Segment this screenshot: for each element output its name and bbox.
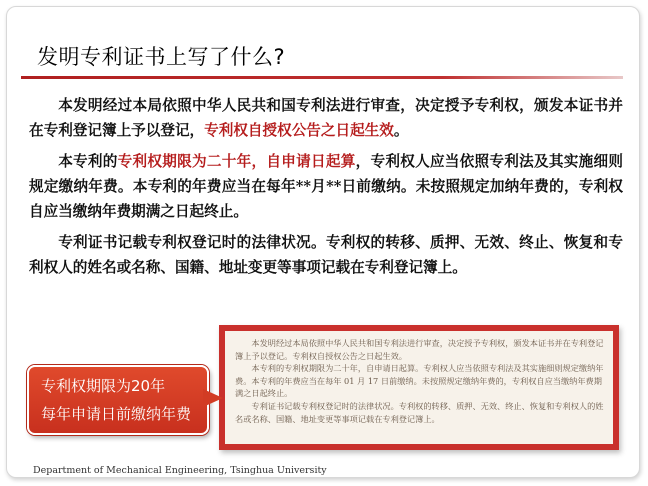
certificate-line-2: 本专利的专利权期限为二十年，自申请日起算。专利权人应当依照专利法及其实施细则规定缴纳年费。本专利的年费应当在每年 01 月 17 日前缴纳。未按照规定缴纳年费的，专利权自应当缴纳年费期满之日起终止。 <box>235 363 604 399</box>
callout-pointer <box>203 389 223 407</box>
callout-line-1: 专利权期限为20年 <box>41 377 166 395</box>
slide-title: 发明专利证书上写了什么? <box>37 45 286 69</box>
paragraph-3 <box>29 230 623 280</box>
callout-box <box>27 365 209 435</box>
slide <box>6 6 640 478</box>
footer-text: Department of Mechanical Engineering, Tsinghua University <box>33 465 327 476</box>
certificate-excerpt-image <box>219 325 619 450</box>
certificate-line-3: 专利证书记载专利权登记时的法律状况。专利权的转移、质押、无效、终止、恢复和专利权人的姓名或名称、国籍、地址变更等事项记载在专利登记簿上。 <box>235 400 604 424</box>
paragraph-3-text: 专利证书记载专利权登记时的法律状况。专利权的转移、质押、无效、终止、恢复和专利权人的姓名或名称、国籍、地址变更等事项记载在专利登记簿上。 <box>29 234 623 276</box>
certificate-text <box>235 337 605 425</box>
certificate-line-1: 本发明经过本局依照中华人民共和国专利法进行审查，决定授予专利权，颁发本证书并在专利登记簿上予以登记。专利权自授权公告之日起生效。 <box>235 338 604 361</box>
paragraph-2-lead: 本专利的 <box>58 153 118 170</box>
paragraph-2-highlight: 专利权期限为二十年，自申请日起算 <box>117 153 356 170</box>
body-text <box>29 93 623 286</box>
title-underline <box>21 76 623 79</box>
paragraph-1 <box>29 93 623 143</box>
paragraph-2 <box>29 149 623 224</box>
paragraph-2-text: ，专利权人应当依照专利法及其实施细则规定缴纳年费。本专利的年费应当在每年**月**日前缴纳。未按照规定加纳年费的，专利权自应当缴纳年费期满之日起终止。 <box>29 153 623 220</box>
paragraph-1-end: 。 <box>393 122 409 139</box>
paragraph-1-text: 本发明经过本局依照中华人民共和国专利法进行审查，决定授予专利权，颁发本证书并在专利登记簿上予以登记， <box>29 97 623 139</box>
paragraph-1-highlight: 专利权自授权公告之日起生效 <box>204 122 394 139</box>
callout-line-2: 每年申请日前缴纳年费 <box>41 405 192 423</box>
